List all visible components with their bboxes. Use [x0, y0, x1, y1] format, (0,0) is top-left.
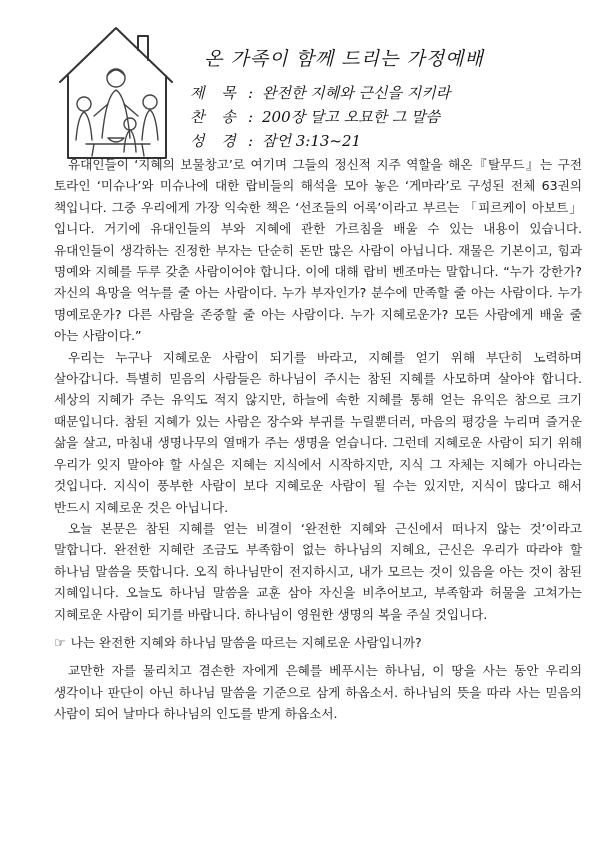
hymn-colon: : [248, 108, 254, 126]
paragraph-3: 오늘 본문은 참된 지혜를 얻는 비결이 ‘완전한 지혜와 근신에서 떠나지 않는 것’이라고 말합니다. 완전한 지혜란 조금도 부족함이 없는 하나님의 지혜요, 근신은 우리가 따라야 할 하나님 말씀을 뜻합니다. 오직 하나님만이 전지하시고, 내가 모르는 것이 있음을 아는 것이 참된 지혜입니다. 오늘도 하나님 말씀을 교훈 삼아 자신을 비추어보고, 부족함과 허물을 고쳐가는 지혜로운 사람이 되기를 바랍니다. 하나님이 영원한 생명의 복을 주실 것입니다. [54, 520, 582, 622]
subject-label: 제 목 [190, 84, 242, 102]
scripture-colon: : [248, 132, 254, 150]
subject-line [190, 81, 590, 105]
subject-value: 완전한 지혜와 근신을 지키라 [262, 84, 451, 102]
paragraph-2: 우리는 누구나 지혜로운 사람이 되기를 바라고, 지혜를 얻기 위해 부단히 노력하며 살아갑니다. 특별히 믿음의 사람들은 하나님이 주시는 참된 지혜를 사모하며 살아야 합니다. 세상의 지혜가 주는 유익도 적지 않지만, 하늘에 속한 지혜를 통해 얻는 유익은 참으로 크기 때문입니다. 참된 지혜가 있는 사람은 장수와 부귀를 누릴뿐더러, 마음의 평강을 누리며 즐거운 삶을 살고, 마침내 생명나무의 열매가 주는 생명을 얻습니다. 그런데 지혜로운 사람이 되기 위해 우리가 잊지 말아야 할 사실은 지혜는 지식에서 시작하지만, 지식 그 자체는 지혜가 아니라는 것입니다. 지식이 풍부한 사람이 보다 지혜로운 사람이 될 수는 있지만, 지식이 많다고 해서 반드시 지혜로운 것은 아닙니다. [54, 349, 582, 515]
sermon-body [54, 154, 582, 725]
reflection-question-text: 나는 완전한 지혜와 하나님 말씀을 따르는 지혜로운 사람입니까? [70, 634, 422, 650]
pointing-hand-icon: ☞ [54, 635, 66, 651]
subject-colon: : [248, 84, 254, 102]
hymn-value: 200장 달고 오묘한 그 말씀 [262, 108, 441, 126]
paragraph-1: 유대인들이 ‘지혜의 보물창고’로 여기며 그들의 정신적 지주 역할을 해온『탈무드』는 구전 토라인 ‘미슈나’와 미슈나에 대한 랍비들의 해석을 모아 놓은 ‘게마라’로 구성된 전체 63권의 책입니다. 그중 우리에게 가장 익숙한 책은 ‘선조들의 어록’이라고 부르는 「피르케이 아보트」입니다. 거기에 유대인들의 부와 지혜에 관한 가르침을 배울 수 있는 내용이 있습니다. 유대인들이 생각하는 진정한 부자는 단순히 돈만 많은 사람이 아닙니다. 재물은 기본이고, 힘과 명예와 지혜를 두루 갖춘 사람이어야 합니다. 이에 대해 랍비 벤조마는 말합니다. “누가 강한가? 자신의 욕망을 억누를 줄 아는 사람이다. 누가 부자인가? 분수에 만족할 줄 아는 사람이다. 누가 명예로운가? 다른 사람을 존중할 줄 아는 사람이다. 누가 지혜로운가? 모든 사람에게 배울 줄 아는 사람이다.” [54, 157, 582, 344]
hymn-line [190, 105, 590, 129]
scripture-label: 성 경 [190, 132, 242, 150]
header [50, 20, 580, 170]
scripture-line [190, 129, 590, 153]
page-title: 온 가족이 함께 드리는 가정예배 [204, 48, 484, 70]
reflection-question [54, 632, 582, 654]
family-house-illustration [50, 20, 190, 170]
hymn-label: 찬 송 [190, 108, 242, 126]
title-block [190, 44, 590, 153]
closing-prayer: 교만한 자를 물리치고 겸손한 자에게 은혜를 베푸시는 하나님, 이 땅을 사는 동안 우리의 생각이나 판단이 아닌 하나님 말씀을 기준으로 삼게 하옵소서. 하나님의 뜻을 따라 사는 믿음의 사람이 되어 날마다 하나님의 인도를 받게 하옵소서. [54, 663, 582, 722]
scripture-value: 잠언 3:13~21 [262, 132, 362, 150]
